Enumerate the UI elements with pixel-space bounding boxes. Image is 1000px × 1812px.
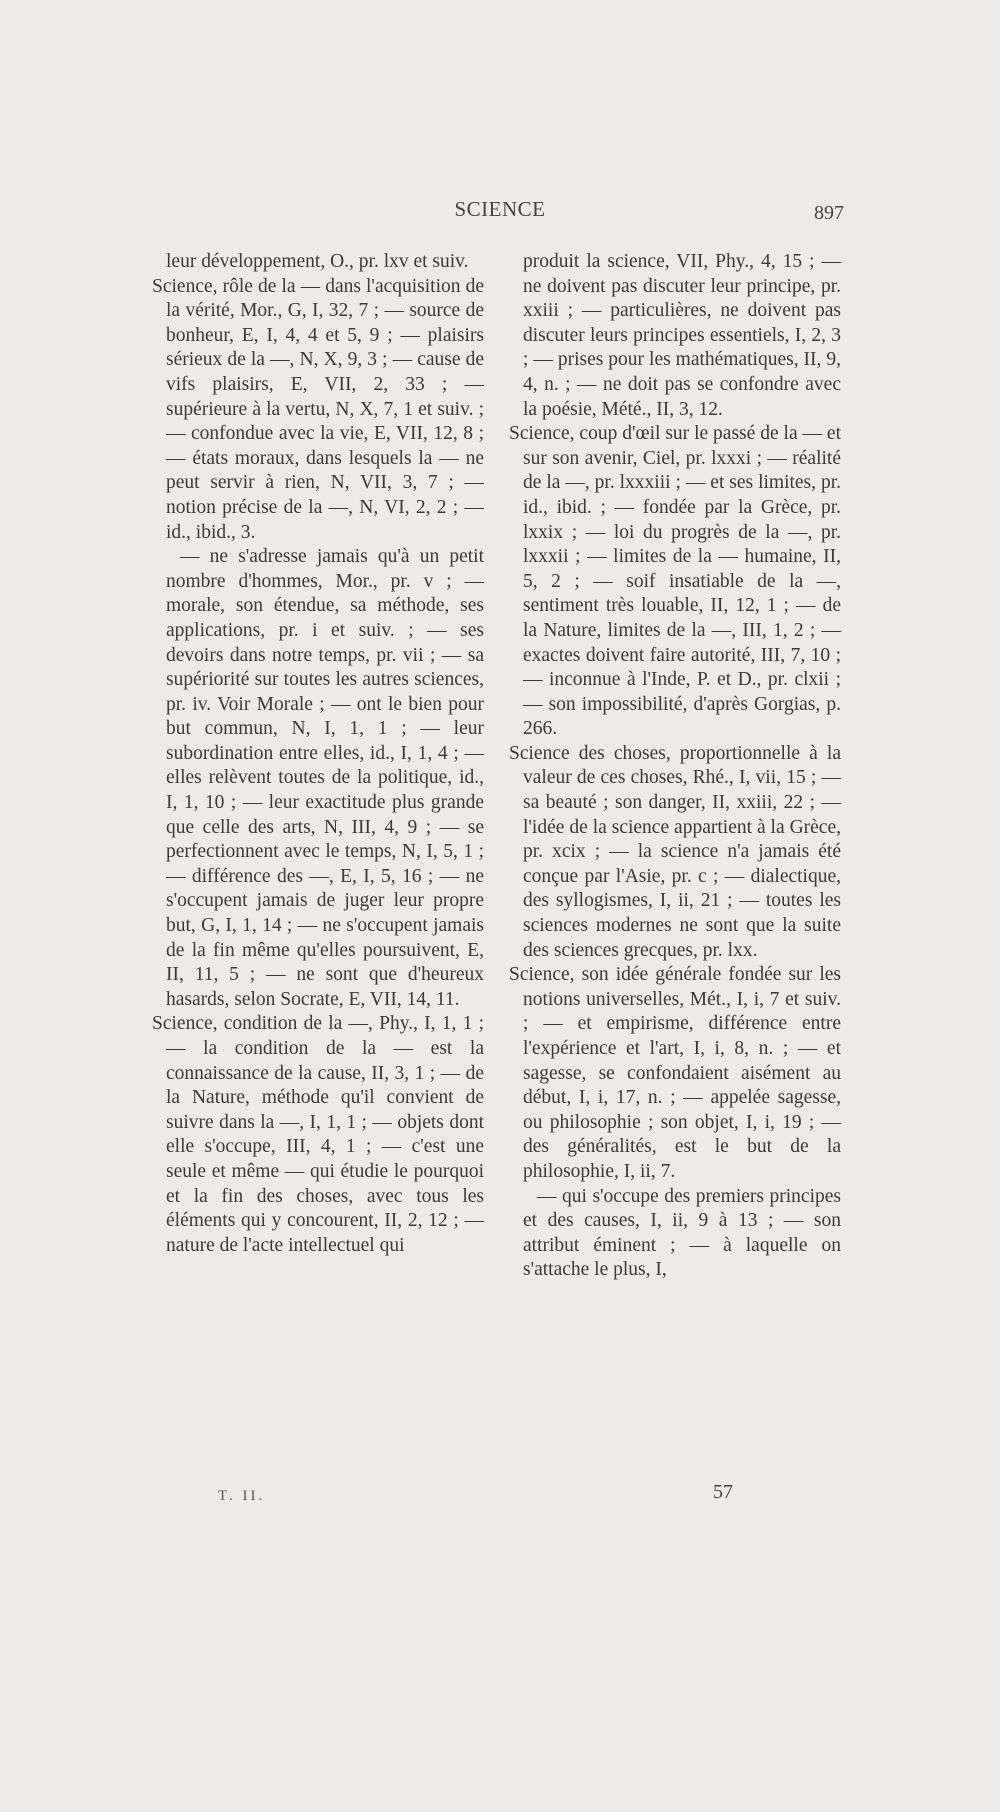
signature-mark: T. II.: [218, 1488, 266, 1504]
left-column: [152, 250, 484, 1258]
index-entry: produit la science, VII, Phy., 4, 15 ; — ne doivent pas discuter leur principe, pr. xxiii ; — particulières, ne doivent pas discuter leurs principes essentiels, I, 2, 3 ; — prises pour les mathématiques, II, 9, 4, n. ; — ne doit pas se confondre avec la poésie, Mété., II, 3, 12.: [523, 251, 841, 420]
index-entry: Science, rôle de la — dans l'acquisition de la vérité, Mor., G, I, 32, 7 ; — source de bonheur, E, I, 4, 4 et 5, 9 ; — plaisirs sérieux de la —, N, X, 9, 3 ; — cause de vifs plaisirs, E, VII, 2, 33 ; — supérieure à la vertu, N, X, 7, 1 et suiv. ; — confondue avec la vie, E, VII, 12, 8 ; — états moraux, dans lesquels la — ne peut servir à rien, N, VII, 3, 7 ; — notion précise de la —, N, VI, 2, 2 ; — id., ibid., 3.: [152, 275, 484, 543]
index-entry: Science, condition de la —, Phy., I, 1, 1 ; — la condition de la — est la connaissance de la cause, II, 3, 1 ; — de la Nature, méthode qu'il convient de suivre dans la —, I, 1, 1 ; — objets dont elle s'occupe, III, 4, 1 ; — c'est une seule et même — qui étudie le pourquoi et la fin des choses, avec tous les éléments qui y concourent, II, 2, 12 ; — nature de l'acte intellectuel qui: [152, 1013, 484, 1256]
running-head: SCIENCE: [454, 197, 546, 221]
right-column: [509, 250, 841, 1283]
index-entry: — qui s'occupe des premiers principes et des causes, I, ii, 9 à 13 ; — son attribut éminent ; — à laquelle on s'attache le plus, I,: [523, 1185, 841, 1281]
index-entry: leur développement, O., pr. lxv et suiv.: [166, 251, 469, 272]
index-entry: — ne s'adresse jamais qu'à un petit nombre d'hommes, Mor., pr. v ; — morale, son étendue, sa méthode, ses applications, pr. i et suiv. ; — ses devoirs dans notre temps, pr. vii ; — sa supériorité sur toutes les autres sciences, pr. iv. Voir Morale ; — ont le bien pour but commun, N, I, 1, 1 ; — leur subordination entre elles, id., I, 1, 4 ; — elles relèvent toutes de la politique, id., I, 1, 10 ; — leur exactitude plus grande que celle des arts, N, III, 4, 9 ; — se perfectionnent avec le temps, N, I, 5, 1 ; — différence des —, E, I, 5, 16 ; — ne s'occupent jamais de juger leur propre but, G, I, 1, 14 ; — ne s'occupent jamais de la fin même qu'elles poursuivent, E, II, 11, 5 ; — ne sont que d'heureux hasards, selon Socrate, E, VII, 14, 11.: [166, 546, 484, 1010]
sheet-number: 57: [713, 1481, 733, 1503]
index-entry: Science des choses, proportionnelle à la valeur de ces choses, Rhé., I, vii, 15 ; — sa beauté ; son danger, II, xxiii, 22 ; — l'idée de la science appartient à la Grèce, pr. xcix ; — la science n'a jamais été conçue par l'Asie, pr. c ; — dialectique, des syllogismes, I, ii, 21 ; — toutes les sciences modernes ne sont que la suite des sciences grecques, pr. lxx.: [509, 742, 841, 961]
index-entry: Science, coup d'œil sur le passé de la — et sur son avenir, Ciel, pr. lxxxi ; — réalité de la —, pr. lxxxiii ; — et ses limites, pr. id., ibid. ; — fondée par la Grèce, pr. lxxix ; — loi du progrès de la —, pr. lxxxii ; — limites de la — humaine, II, 5, 2 ; — soif insatiable de la —, sentiment très louable, II, 12, 1 ; — de la Nature, limites de la —, III, 1, 2 ; — exactes doivent faire autorité, III, 7, 10 ; — inconnue à l'Inde, P. et D., pr. clxii ; — son impossibilité, d'après Gorgias, p. 266.: [509, 423, 841, 740]
index-entry: Science, son idée générale fondée sur les notions universelles, Mét., I, i, 7 et suiv. ; — et empirisme, différence entre l'expérience et l'art, I, i, 8, n. ; — et sagesse, se confondaient aisément au début, I, i, 17, n. ; — appelée sagesse, ou philosophie ; son objet, I, i, 19 ; — des généralités, est le but de la philosophie, I, ii, 7.: [509, 964, 841, 1182]
page-number: 897: [814, 202, 844, 224]
